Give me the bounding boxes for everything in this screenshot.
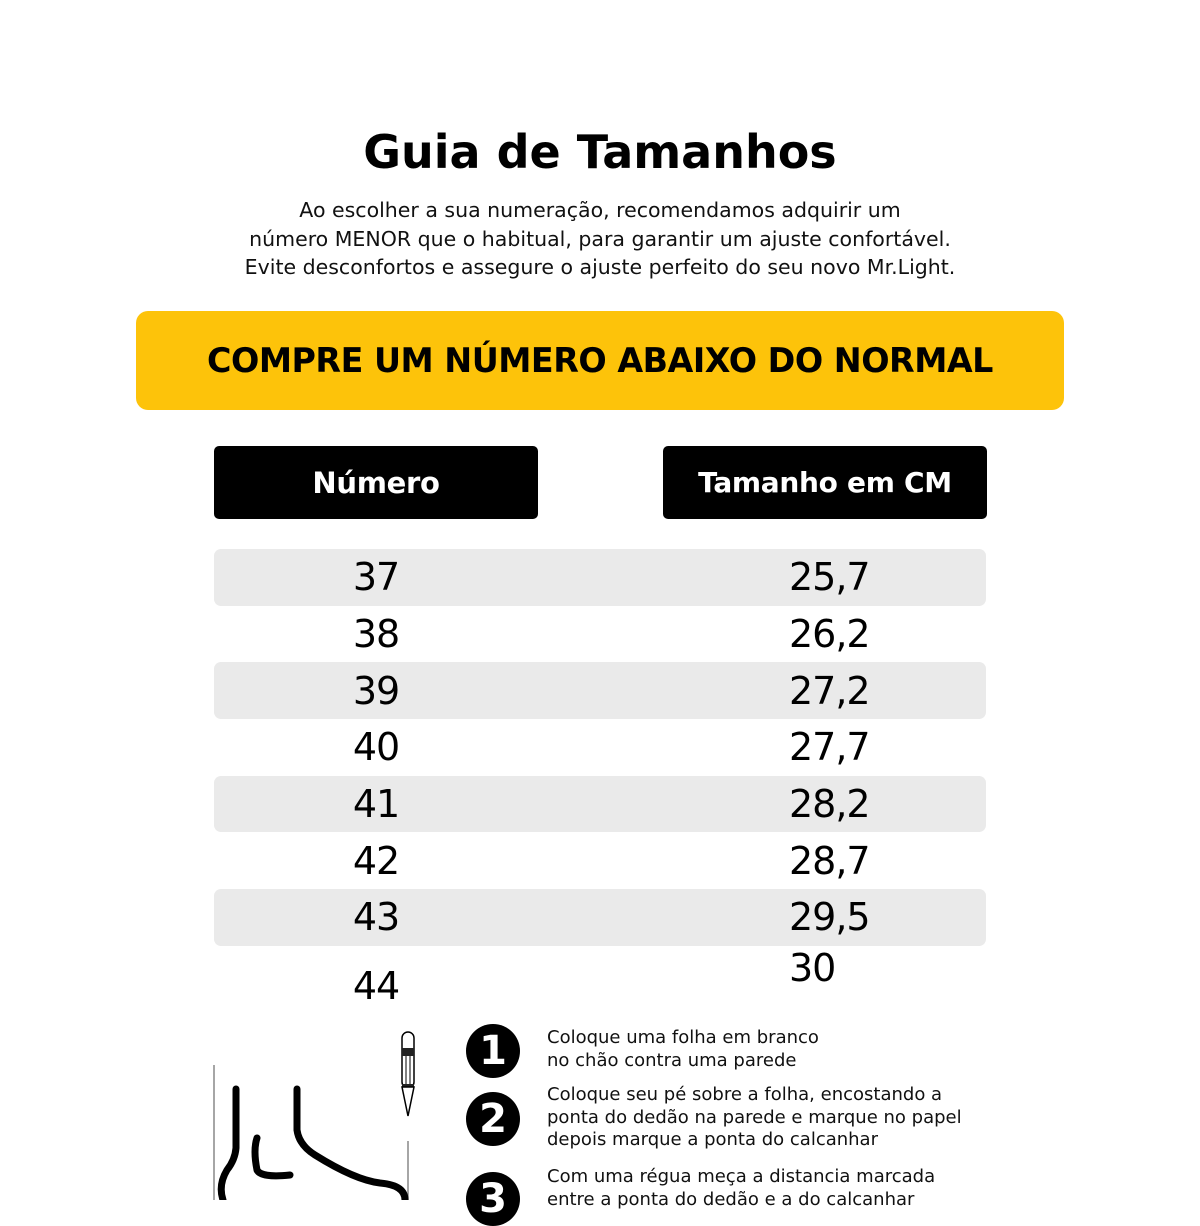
table-row (214, 549, 986, 606)
size-number: 42 (352, 838, 400, 883)
step-number-badge: 3 (466, 1172, 520, 1226)
size-cm: 25,7 (789, 555, 870, 600)
size-cm: 30 (789, 945, 836, 990)
step-line: Com uma régua meça a distancia marcada (547, 1166, 936, 1187)
step-line: ponta do dedão na parede e marque no papel (547, 1106, 962, 1128)
table-row (214, 719, 986, 776)
size-table (214, 549, 986, 1010)
size-number: 39 (352, 668, 400, 713)
pencil-icon (402, 1032, 414, 1116)
table-row (214, 662, 986, 719)
table-row (214, 606, 986, 663)
subtitle (0, 196, 1200, 282)
size-cm: 29,5 (789, 895, 870, 940)
page-title: Guia de Tamanhos (363, 125, 837, 179)
table-row (214, 832, 986, 889)
size-cm: 28,7 (789, 838, 870, 883)
step-line: depois marque a ponta do calcanhar (547, 1129, 878, 1150)
size-number: 41 (352, 782, 400, 827)
step-number-badge: 2 (466, 1092, 520, 1146)
size-cm: 27,2 (789, 668, 870, 713)
size-number: 37 (352, 555, 400, 600)
notice-banner (136, 311, 1064, 410)
step-number-badge: 1 (466, 1024, 520, 1078)
step-line: entre a ponta do dedão e a do calcanhar (547, 1188, 915, 1210)
banner-text: COMPRE UM NÚMERO ABAIXO DO NORMAL (207, 340, 993, 381)
size-number: 43 (352, 895, 400, 940)
subtitle-line: número MENOR que o habitual, para garantir um ajuste confortável. (249, 226, 951, 251)
foot-measure-illustration (205, 1020, 435, 1200)
size-number: 40 (352, 725, 400, 770)
step-text (547, 1084, 962, 1152)
step-text (547, 1027, 819, 1072)
step-line: Coloque uma folha em branco (547, 1027, 819, 1048)
size-cm: 28,2 (789, 782, 870, 827)
step-line: no chão contra uma parede (547, 1049, 797, 1071)
size-number: 38 (352, 612, 400, 657)
table-row (214, 889, 986, 946)
size-cm: 26,2 (789, 612, 870, 657)
column-header-tamanho: Tamanho em CM (663, 446, 987, 519)
foot-outline-icon (221, 1089, 405, 1200)
subtitle-line: Evite desconfortos e assegure o ajuste perfeito do seu novo Mr.Light. (244, 255, 956, 279)
column-header-numero: Número (214, 446, 538, 519)
subtitle-line: Ao escolher a sua numeração, recomendamos adquirir um (299, 198, 901, 222)
step-text (547, 1166, 935, 1211)
size-number: 44 (352, 963, 400, 1008)
step-line: Coloque seu pé sobre a folha, encostando a (547, 1084, 943, 1105)
table-row (214, 946, 986, 1010)
size-cm: 27,7 (789, 725, 870, 770)
table-row (214, 776, 986, 833)
